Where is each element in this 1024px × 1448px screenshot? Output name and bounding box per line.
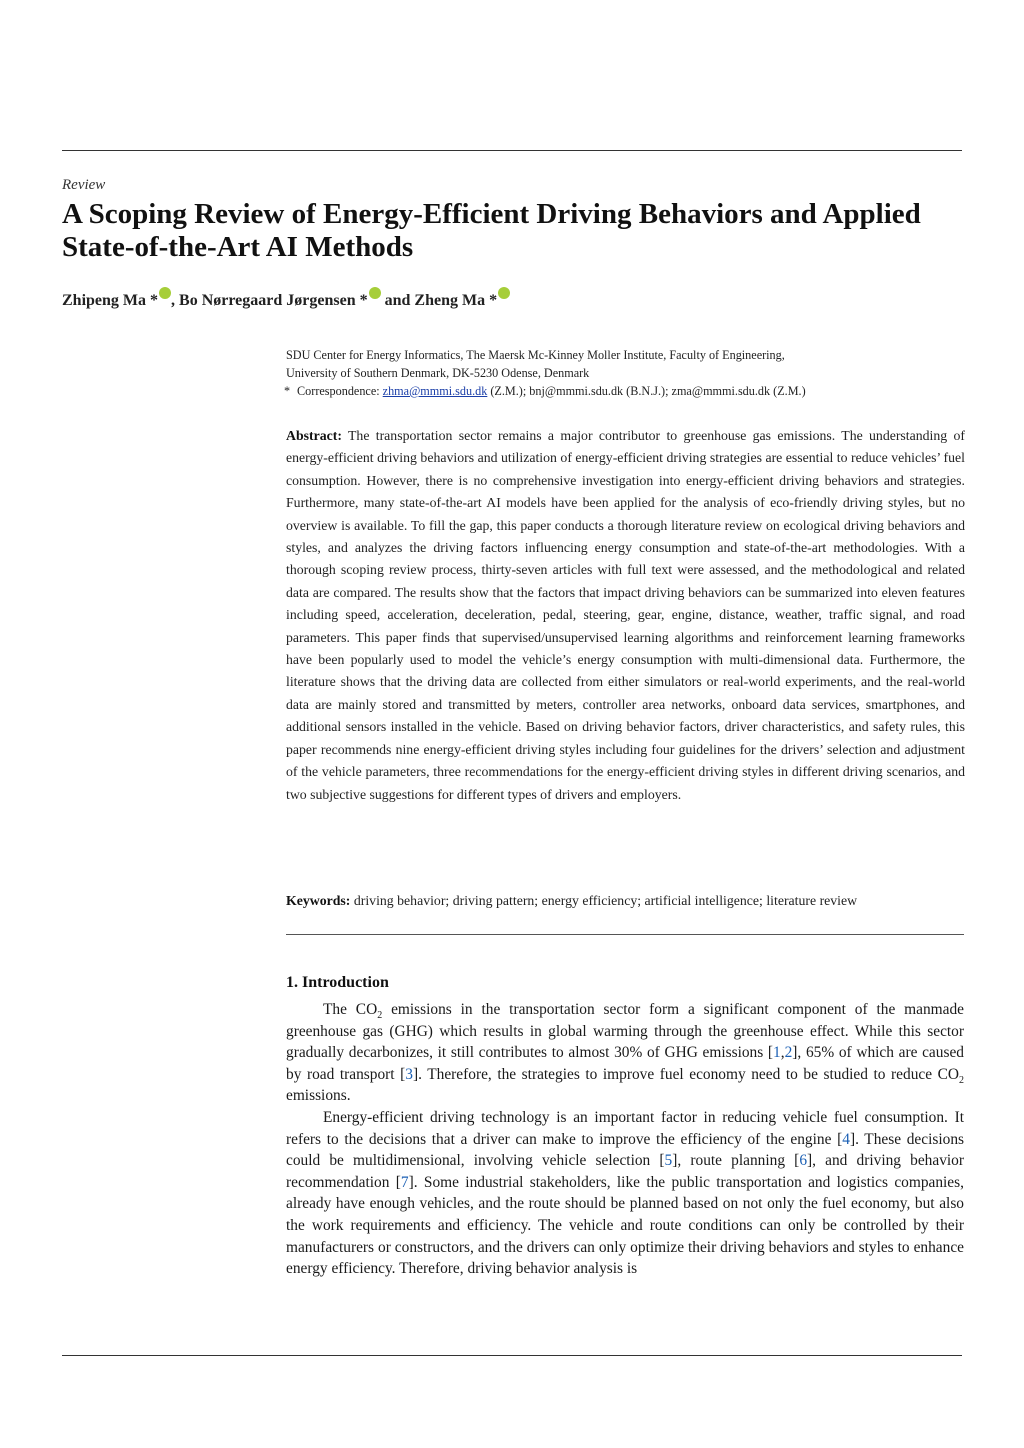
- author-separator: and: [380, 292, 415, 309]
- citation-link[interactable]: 6: [799, 1152, 808, 1170]
- text-run: ], and driving behavior recommendation [: [286, 1152, 964, 1191]
- text-run: ]. Therefore, the strategies to improve fuel economy need to be studied to reduce CO: [412, 1065, 960, 1083]
- citation-link[interactable]: 4: [842, 1130, 850, 1148]
- correspondence-rest: (Z.M.); bnj@mmmi.sdu.dk (B.N.J.); zma@mmmi.sdu.dk (Z.M.): [490, 384, 806, 398]
- section-heading: 1. Introduction: [286, 974, 389, 991]
- author-name: Zheng Ma: [414, 292, 486, 309]
- author-list: [62, 287, 510, 310]
- citation-link[interactable]: 2: [784, 1044, 793, 1062]
- author-name: Bo Nørregaard Jørgensen: [179, 292, 356, 309]
- keywords-rule: [286, 934, 964, 935]
- author-name: Zhipeng Ma: [62, 292, 147, 309]
- header-rule: [62, 150, 962, 151]
- corresponding-mark: *: [150, 292, 159, 309]
- keywords: [286, 890, 965, 912]
- paragraph: [286, 1107, 964, 1280]
- keywords-text: driving behavior; driving pattern; energy efficiency; artificial intelligence; literature review: [353, 893, 858, 908]
- keywords-label: Keywords:: [286, 893, 351, 908]
- abstract: [286, 425, 965, 806]
- text-run: ]. Some industrial stakeholders, like the public transportation and logistics companies, already have enough vehicles, and the route should be planned based on not only the fuel economy, but also the work requirements and efficiency. The vehicle and route conditions can only be controlled by their manufacturers or constructors, and the drivers can only optimize their driving behaviors and styles to enhance energy efficiency. Therefore, driving behavior analysis is: [286, 1173, 964, 1278]
- subscript: 2: [959, 1074, 965, 1086]
- correspondence-mark: *: [284, 384, 291, 398]
- affiliation-block: [286, 346, 966, 400]
- text-run: The CO: [323, 1001, 378, 1018]
- citation-link[interactable]: 3: [405, 1065, 413, 1083]
- correspondence-line: [286, 382, 966, 400]
- abstract-label: Abstract:: [286, 428, 342, 443]
- orcid-icon[interactable]: [369, 287, 381, 299]
- affiliation-line: SDU Center for Energy Informatics, The Maersk Mc-Kinney Moller Institute, Faculty of Engineering,: [286, 348, 785, 362]
- paper-title: A Scoping Review of Energy-Efficient Driving Behaviors and Applied State-of-the-Art AI Methods: [62, 198, 921, 263]
- citation-link[interactable]: 7: [400, 1173, 409, 1191]
- author-separator: ,: [171, 292, 180, 309]
- orcid-icon[interactable]: [159, 287, 171, 299]
- text-run: ], route planning [: [672, 1152, 800, 1170]
- text-run: Energy-efficient driving technology is an important factor in reducing vehicle fuel consumption. It refers to the decisions that a driver can make to improve the efficiency of the engine [: [286, 1108, 964, 1148]
- orcid-icon[interactable]: [498, 287, 510, 299]
- article-type: Review: [62, 177, 106, 193]
- correspondence-label: Correspondence:: [297, 384, 380, 398]
- footer-rule: [62, 1355, 962, 1356]
- citation-separator: ,: [780, 1044, 785, 1062]
- affiliation-line: University of Southern Denmark, DK-5230 Odense, Denmark: [286, 366, 590, 380]
- text-run: ], 65% of which are caused by road transport [: [286, 1044, 964, 1083]
- text-run: emissions in the transportation sector form a significant component of the manmade greenhouse gas (GHG) which results in global warming through the greenhouse effect. While this sector gradually decarbonizes, it still contributes to almost 30% of GHG emissions [: [286, 1001, 964, 1062]
- correspondence-email-link[interactable]: zhma@mmmi.sdu.dk: [382, 384, 488, 398]
- citation-link[interactable]: 1: [773, 1044, 781, 1062]
- abstract-text: The transportation sector remains a major contributor to greenhouse gas emissions. The understanding of energy-efficient driving behaviors and utilization of energy-efficient driving strategies are essential to reduce vehicles’ fuel consumption. However, there is no comprehensive investigation into energy-efficient driving behaviors and strategies. Furthermore, many state-of-the-art AI models have been applied for the analysis of eco-friendly driving styles, but no overview is available. To fill the gap, this paper conducts a thorough literature review on ecological driving behaviors and styles, and analyzes the driving factors influencing energy consumption and state-of-the-art methodologies. With a thorough scoping review process, thirty-seven articles with full text were assessed, and the methodological and related data are compared. The results show that the factors that impact driving behaviors can be summarized into eleven features including speed, acceleration, deceleration, pedal, steering, gear, engine, distance, weather, traffic signal, and road parameters. This paper finds that supervised/unsupervised learning algorithms and reinforcement learning frameworks have been popularly used to model the vehicle’s energy consumption with multi-dimensional data. Furthermore, the literature shows that the driving data are collected from either simulators or real-world experiments, and the real-world data are mainly stored and transmitted by meters, controller area networks, onboard data services, smartphones, and additional sensors installed in the vehicle. Based on driving behavior factors, driver characteristics, and safety rules, this paper recommends nine energy-efficient driving styles including four guidelines for the drivers’ selection and adjustment of the vehicle parameters, three recommendations for the energy-efficient driving styles in different driving scenarios, and two subjective suggestions for different types of drivers and employers.: [286, 428, 965, 802]
- corresponding-mark: *: [359, 292, 368, 309]
- text-run: emissions.: [286, 1087, 351, 1105]
- text-run: ]. These decisions could be multidimensional, involving vehicle selection [: [286, 1130, 965, 1170]
- citation-link[interactable]: 5: [664, 1152, 673, 1170]
- subscript: 2: [377, 1010, 383, 1022]
- paragraph: [286, 999, 964, 1107]
- corresponding-mark: *: [489, 292, 498, 309]
- introduction-body: [286, 999, 964, 1280]
